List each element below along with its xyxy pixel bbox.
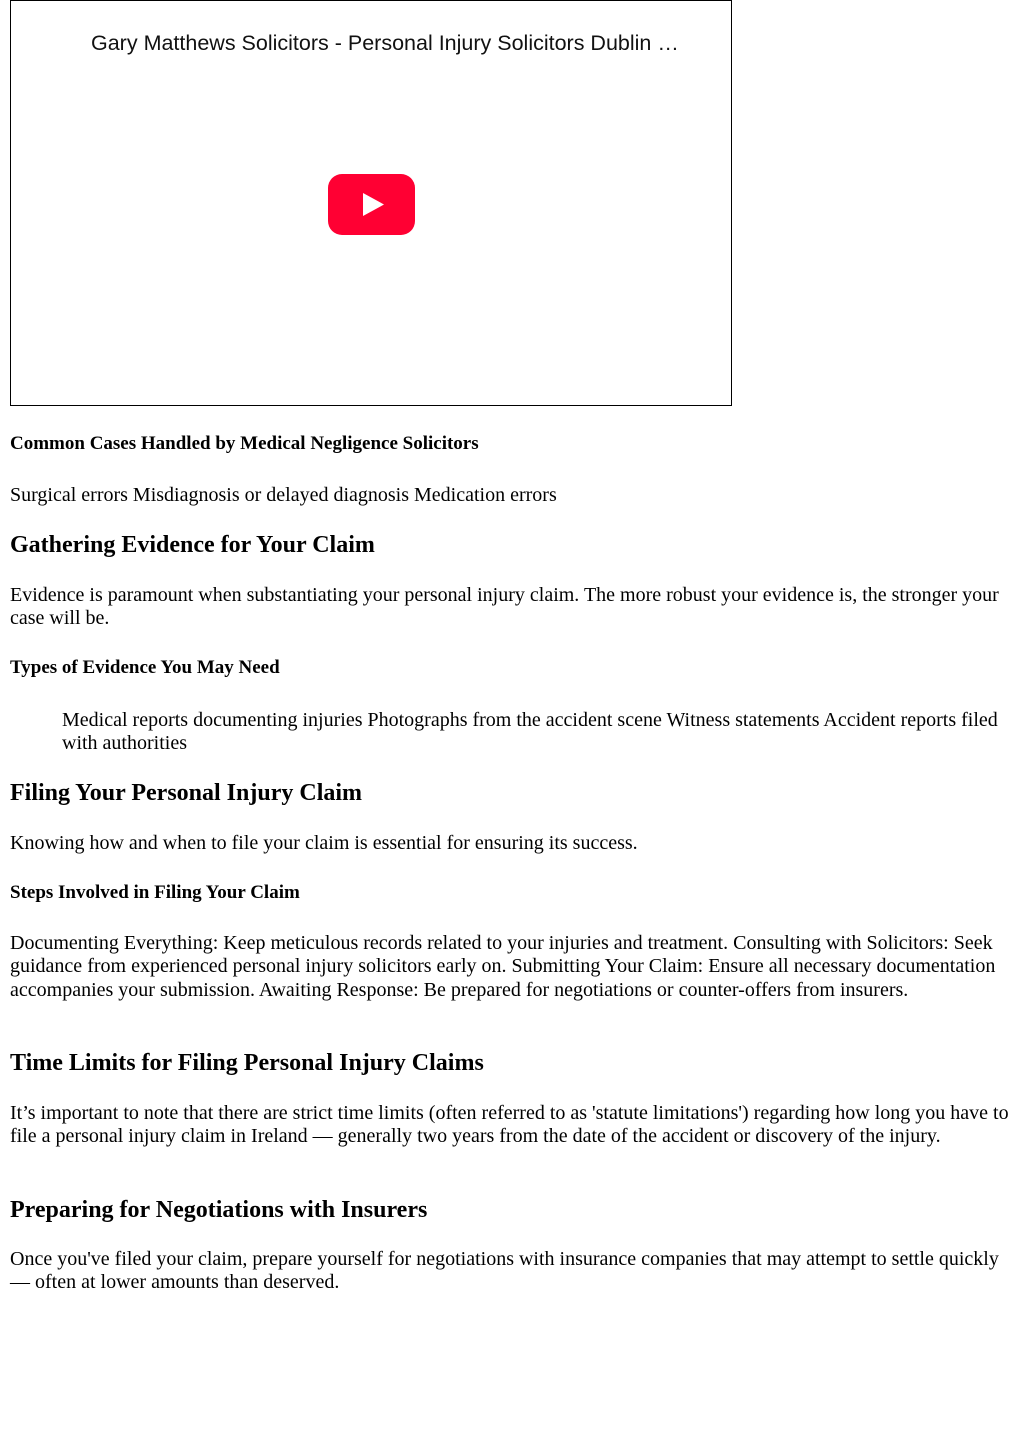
negotiations-heading: Preparing for Negotiations with Insurers [10, 1197, 428, 1223]
filing-claim-heading: Filing Your Personal Injury Claim [10, 780, 363, 806]
common-cases-heading: Common Cases Handled by Medical Negligence Solicitors [10, 433, 479, 454]
evidence-types-heading: Types of Evidence You May Need [10, 657, 280, 678]
evidence-types-list: Medical reports documenting injuries Photographs from the accident scene Witness statements Accident reports filed with authorities [62, 709, 998, 755]
video-title[interactable]: Gary Matthews Solicitors - Personal Injury Solicitors Dublin … [91, 31, 679, 55]
common-cases-text: Surgical errors Misdiagnosis or delayed diagnosis Medication errors [10, 484, 557, 506]
gathering-evidence-heading: Gathering Evidence for Your Claim [10, 532, 375, 558]
youtube-play-icon[interactable] [328, 174, 415, 235]
time-limits-heading: Time Limits for Filing Personal Injury Claims [10, 1050, 484, 1076]
time-limits-text: It’s important to note that there are strict time limits (often referred to as 'statute limitations') regarding how long you have to file a personal injury claim in Ireland — generally two years from the date of the accident or discovery of the injury. [10, 1102, 1009, 1148]
gathering-evidence-text: Evidence is paramount when substantiating your personal injury claim. The more robust your evidence is, the stronger your case will be. [10, 584, 999, 630]
video-embed[interactable] [10, 0, 732, 406]
steps-heading: Steps Involved in Filing Your Claim [10, 882, 300, 903]
steps-text: Documenting Everything: Keep meticulous records related to your injuries and treatment. Consulting with Solicitors: Seek guidance from experienced personal injury solicitors early on. Submitting Your Claim: Ensure all necessary documentation accompanies your submission. Awaiting Response: Be prepared for negotiations or counter-offers from insurers. [10, 932, 996, 1001]
negotiations-text: Once you've filed your claim, prepare yourself for negotiations with insurance companies that may attempt to settle quickly — often at lower amounts than deserved. [10, 1248, 999, 1294]
filing-claim-text: Knowing how and when to file your claim is essential for ensuring its success. [10, 832, 638, 854]
